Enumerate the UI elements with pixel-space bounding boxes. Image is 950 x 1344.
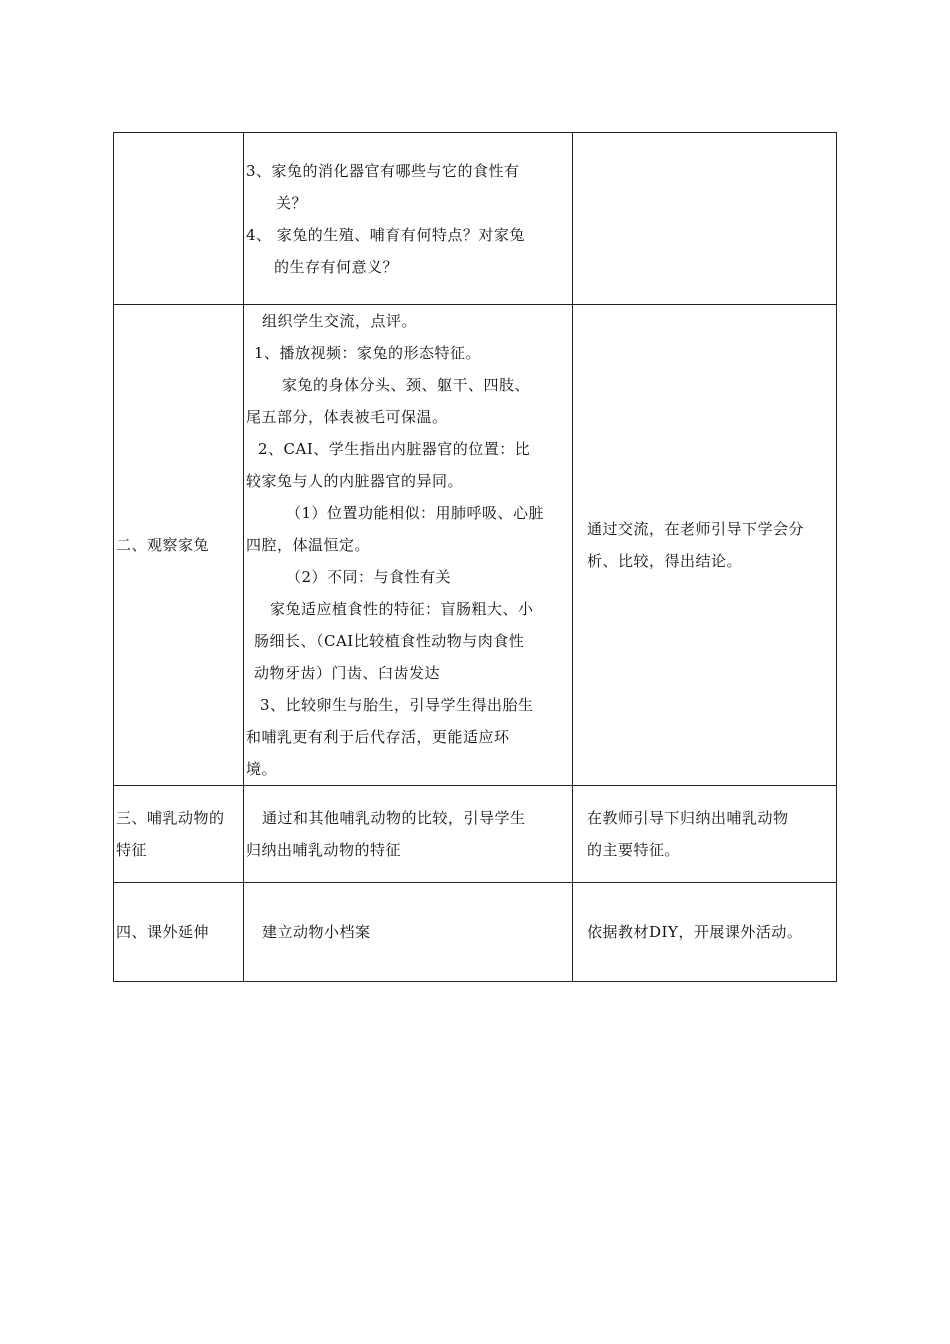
text-line: 四腔，体温恒定。 (246, 536, 371, 554)
section-cell (114, 305, 244, 786)
text-line: 1、播放视频：家兔的形态特征。 (254, 344, 482, 362)
text-line: 依据教材DIY，开展课外活动。 (587, 923, 803, 941)
section-title-extension: 四、课外延伸 (116, 923, 210, 941)
teacher-activity-cell (244, 133, 573, 305)
student-activity-cell (573, 305, 837, 786)
table-row (114, 133, 837, 305)
section-cell (114, 133, 244, 305)
lesson-plan-table (113, 132, 837, 982)
text-line: 肠细长、（CAI比较植食性动物与肉食性 (254, 632, 525, 650)
text-line: 较家兔与人的内脏器官的异同。 (246, 472, 464, 490)
table-row (114, 305, 837, 786)
text-line: 通过交流，在老师引导下学会分 (587, 520, 805, 538)
text-line: 尾五部分，体表被毛可保温。 (246, 408, 448, 426)
teacher-activity-cell (244, 305, 573, 786)
teacher-activity-cell (244, 883, 573, 982)
text-line: 家兔的身体分头、颈、躯干、四肢、 (282, 376, 531, 394)
text-line: 动物牙齿）门齿、臼齿发达 (254, 664, 441, 682)
student-activity-cell (573, 133, 837, 305)
text-line: 家兔适应植食性的特征：盲肠粗大、小 (270, 600, 534, 618)
text-line: （1）位置功能相似：用肺呼吸、心脏 (286, 504, 545, 522)
question-3-line1: 3、家兔的消化器官有哪些与它的食性有 (246, 161, 520, 180)
text-line: 2、CAI、学生指出内脏器官的位置：比 (258, 440, 531, 458)
table-row (114, 786, 837, 883)
question-3-line2: 关？ (276, 193, 308, 212)
text-line: 建立动物小档案 (262, 923, 371, 941)
section-title-line: 三、哺乳动物的 (116, 809, 225, 827)
section-title-line: 特征 (116, 841, 148, 859)
student-activity-cell (573, 786, 837, 883)
teacher-activity-cell (244, 786, 573, 883)
section-cell (114, 883, 244, 982)
question-4-line2: 的生存有何意义？ (274, 257, 399, 276)
text-line: 通过和其他哺乳动物的比较，引导学生 (262, 809, 526, 827)
student-activity-cell (573, 883, 837, 982)
text-line: 和哺乳更有利于后代存活，更能适应环 (246, 728, 510, 746)
text-line: （2）不同：与食性有关 (286, 568, 452, 586)
text-line: 3、比较卵生与胎生，引导学生得出胎生 (260, 696, 534, 714)
text-line: 境。 (246, 760, 278, 778)
text-line: 归纳出哺乳动物的特征 (246, 841, 402, 859)
section-cell (114, 786, 244, 883)
text-line: 组织学生交流，点评。 (262, 312, 418, 330)
section-title-observe-rabbit: 二、观察家兔 (116, 536, 210, 554)
text-line: 析、比较，得出结论。 (587, 552, 743, 570)
table-row (114, 883, 837, 982)
text-line: 的主要特征。 (587, 841, 681, 859)
question-4-line1: 4、 家兔的生殖、哺育有何特点？对家兔 (246, 225, 525, 244)
text-line: 在教师引导下归纳出哺乳动物 (587, 809, 789, 827)
